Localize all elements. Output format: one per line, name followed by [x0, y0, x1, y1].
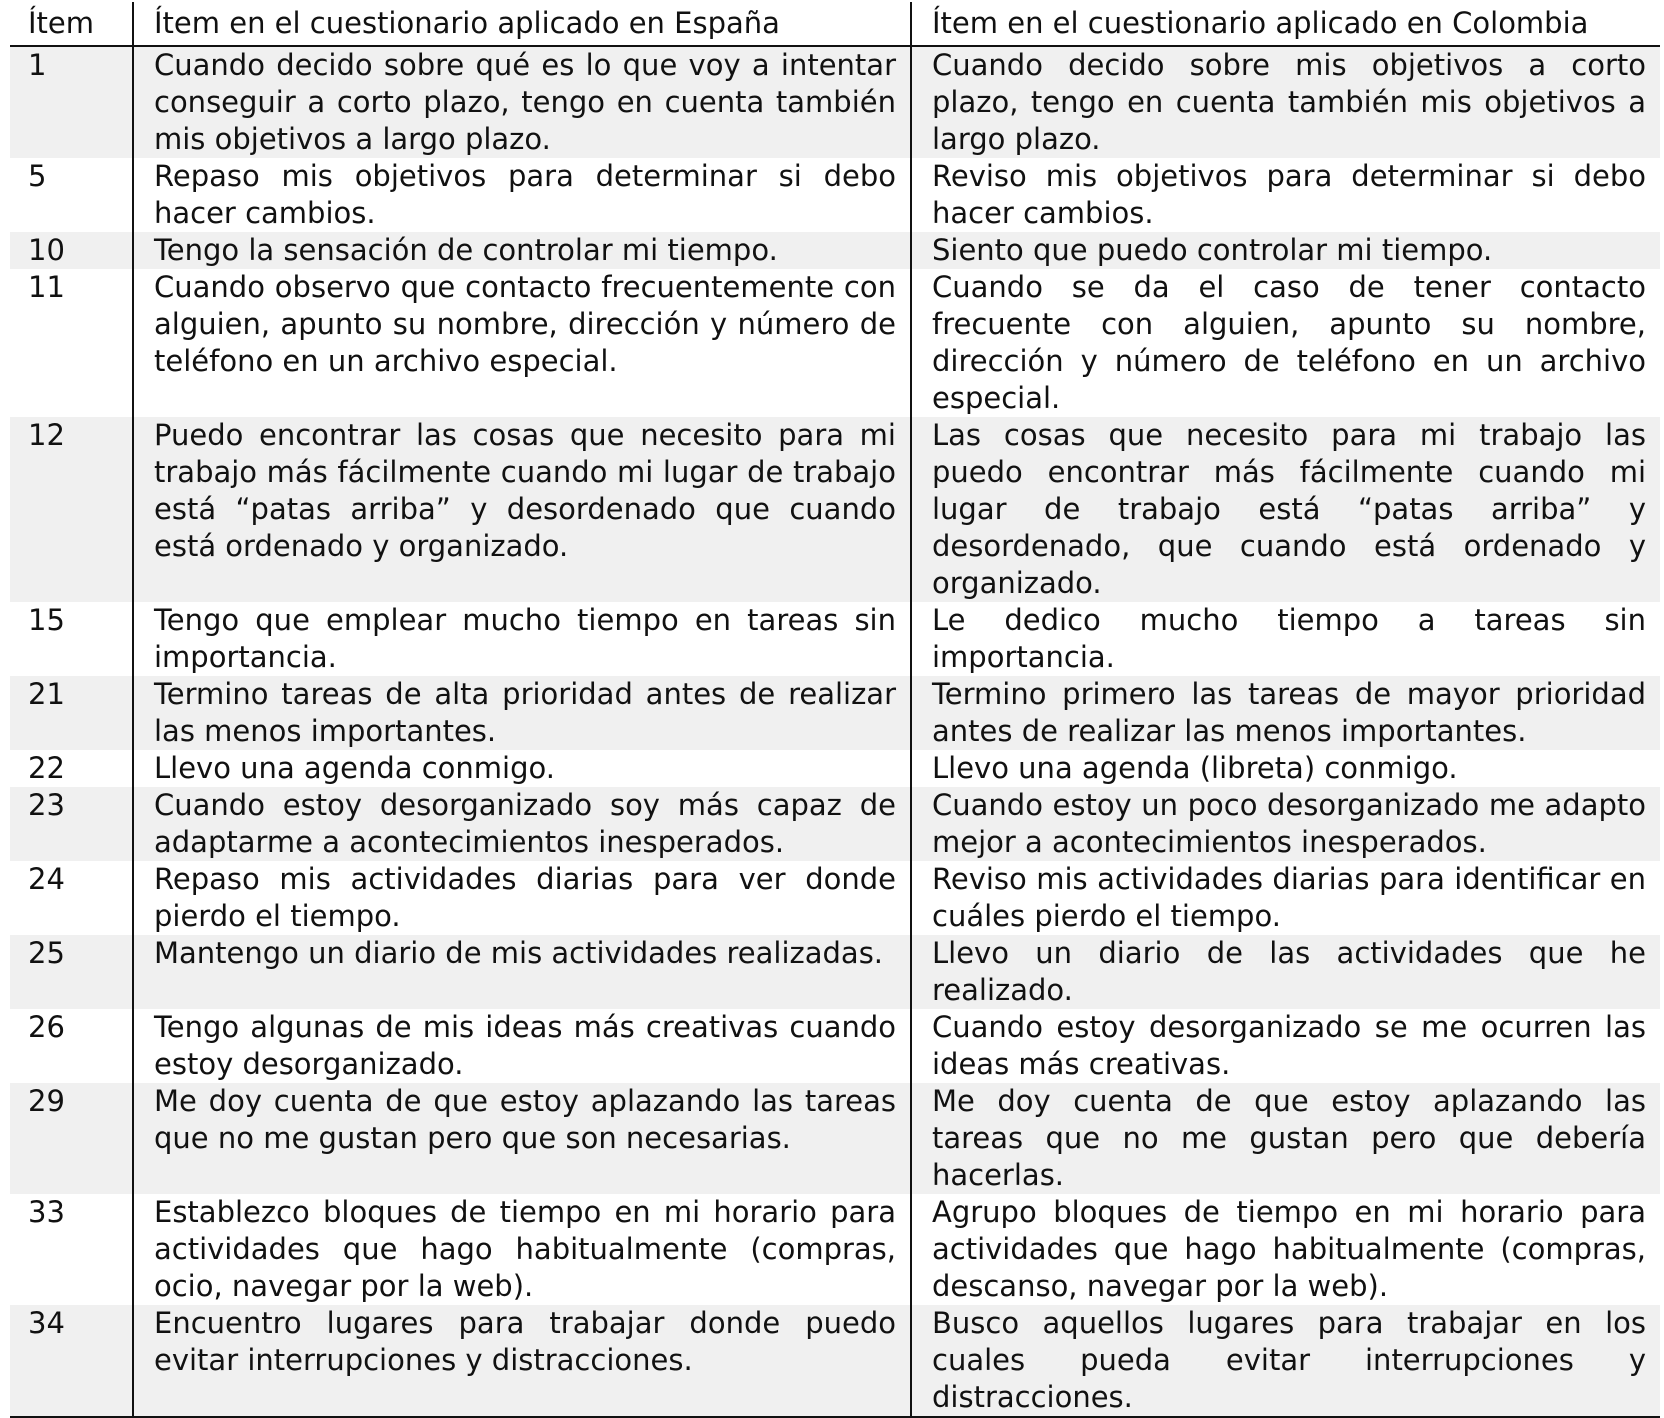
item-text-spain: Cuando decido sobre qué es lo que voy a intentar conseguir a corto plazo, tengo en cuenta también mis objetivos a largo plazo. [133, 46, 911, 158]
table-row [10, 935, 1660, 1009]
item-text-colombia: Cuando decido sobre mis objetivos a corto plazo, tengo en cuenta también mis objetivos a largo plazo. [911, 46, 1660, 158]
item-text-colombia: Reviso mis objetivos para determinar si debo hacer cambios. [911, 158, 1660, 232]
item-text-spain: Cuando estoy desorganizado soy más capaz de adaptarme a acontecimientos inesperados. [133, 787, 911, 861]
item-number: 5 [28, 159, 47, 193]
item-text-spain: Termino tareas de alta prioridad antes de realizar las menos importantes. [133, 676, 911, 750]
item-number: 26 [28, 1010, 65, 1044]
item-text-colombia: Termino primero las tareas de mayor prioridad antes de realizar las menos importantes. [911, 676, 1660, 750]
item-number: 33 [28, 1195, 65, 1229]
table-row [10, 1083, 1660, 1194]
item-text-spain: Repaso mis actividades diarias para ver donde pierdo el tiempo. [133, 861, 911, 935]
item-text-spain: Establezco bloques de tiempo en mi horario para actividades que hago habitualmente (compras, ocio, navegar por la web). [133, 1194, 911, 1305]
table-row [10, 417, 1660, 602]
table-row [10, 46, 1660, 158]
item-number: 11 [28, 270, 65, 304]
item-number: 15 [28, 603, 65, 637]
table-row [10, 676, 1660, 750]
table-row [10, 1194, 1660, 1305]
item-number: 23 [10, 787, 133, 861]
item-number: 12 [10, 417, 133, 602]
item-text-colombia: Agrupo bloques de tiempo en mi horario para actividades que hago habitualmente (compras, descanso, navegar por la web). [911, 1194, 1660, 1305]
item-text-spain: Puedo encontrar las cosas que necesito para mi trabajo más fácilmente cuando mi lugar de trabajo está “patas arriba” y desordenado que cuando está ordenado y organizado. [133, 417, 911, 602]
header-spain: Ítem en el cuestionario aplicado en España [133, 1, 911, 46]
table-row [10, 1305, 1660, 1417]
item-text-colombia: Llevo una agenda (libreta) conmigo. [911, 750, 1660, 787]
item-text-spain: Encuentro lugares para trabajar donde puedo evitar interrupciones y distracciones. [133, 1305, 911, 1417]
item-text-colombia: Busco aquellos lugares para trabajar en los cuales pueda evitar interrupciones y distracciones. [911, 1305, 1660, 1417]
item-text-colombia: Cuando se da el caso de tener contacto frecuente con alguien, apunto su nombre, dirección y número de teléfono en un archivo especial. [911, 269, 1660, 417]
item-text-colombia: Me doy cuenta de que estoy aplazando las tareas que no me gustan pero que debería hacerlas. [911, 1083, 1660, 1194]
item-text-spain: Me doy cuenta de que estoy aplazando las tareas que no me gustan pero que son necesarias. [133, 1083, 911, 1194]
table-row [10, 750, 1660, 787]
item-number: 22 [28, 751, 65, 785]
item-number: 29 [10, 1083, 133, 1194]
item-text-colombia: Cuando estoy un poco desorganizado me adapto mejor a acontecimientos inesperados. [911, 787, 1660, 861]
table-row [10, 861, 1660, 935]
header-row [10, 1, 1660, 46]
item-number: 10 [10, 232, 133, 269]
item-text-spain: Llevo una agenda conmigo. [133, 750, 911, 787]
item-text-colombia: Le dedico mucho tiempo a tareas sin importancia. [911, 602, 1660, 676]
item-text-colombia: Reviso mis actividades diarias para identificar en cuáles pierdo el tiempo. [911, 861, 1660, 935]
item-number: 34 [10, 1305, 133, 1417]
item-text-colombia: Las cosas que necesito para mi trabajo las puedo encontrar más fácilmente cuando mi lugar de trabajo está “patas arriba” y desordenado, que cuando está ordenado y organizado. [911, 417, 1660, 602]
table-row [10, 602, 1660, 676]
item-text-colombia: Cuando estoy desorganizado se me ocurren las ideas más creativas. [911, 1009, 1660, 1083]
item-text-spain: Cuando observo que contacto frecuentemente con alguien, apunto su nombre, dirección y número de teléfono en un archivo especial. [133, 269, 911, 417]
item-text-colombia: Siento que puedo controlar mi tiempo. [911, 232, 1660, 269]
table-row [10, 158, 1660, 232]
header-colombia: Ítem en el cuestionario aplicado en Colombia [911, 1, 1660, 46]
table-row [10, 269, 1660, 417]
item-text-spain: Tengo la sensación de controlar mi tiempo. [133, 232, 911, 269]
item-text-spain: Tengo algunas de mis ideas más creativas cuando estoy desorganizado. [133, 1009, 911, 1083]
item-text-spain: Tengo que emplear mucho tiempo en tareas sin importancia. [133, 602, 911, 676]
item-number: 21 [10, 676, 133, 750]
item-text-spain: Mantengo un diario de mis actividades realizadas. [133, 935, 911, 1009]
item-number: 1 [10, 46, 133, 158]
item-number: 25 [10, 935, 133, 1009]
item-text-spain: Repaso mis objetivos para determinar si debo hacer cambios. [133, 158, 911, 232]
item-number: 24 [28, 862, 65, 896]
header-item: Ítem [10, 1, 133, 46]
table-row [10, 1009, 1660, 1083]
table-row [10, 232, 1660, 269]
item-text-colombia: Llevo un diario de las actividades que he realizado. [911, 935, 1660, 1009]
comparison-table [10, 0, 1660, 1418]
table-row [10, 787, 1660, 861]
